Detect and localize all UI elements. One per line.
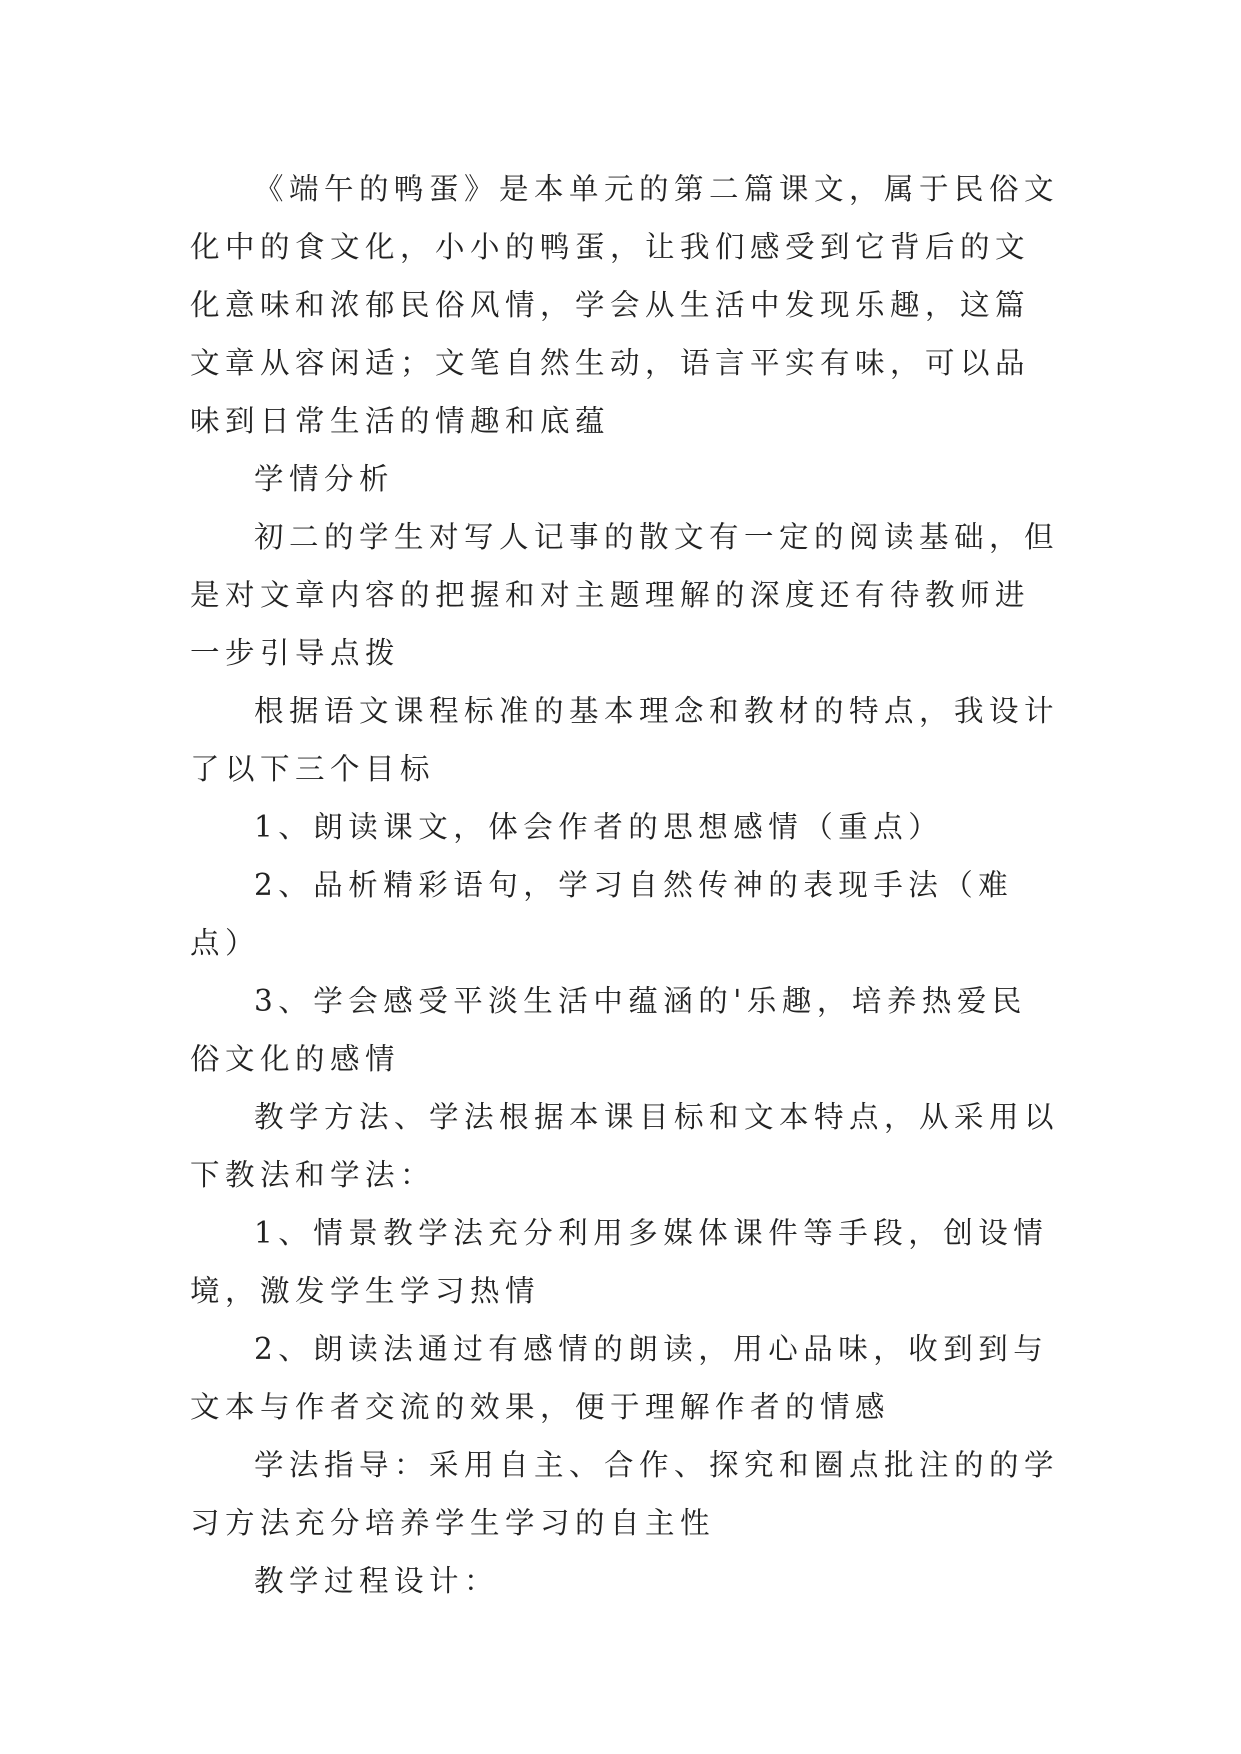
heading-learning-analysis: 学情分析 (254, 462, 395, 496)
document-body (190, 160, 1060, 1610)
method-item-2: 2、朗读法通过有感情的朗读，用心品味，收到到与文本与作者交流的效果，便于理解作者的情感 (190, 1332, 1049, 1424)
objective-item-2: 2、品析精彩语句，学习自然传神的表现手法（难点） (190, 868, 1014, 960)
paragraph-study-guidance: 学法指导：采用自主、合作、探究和圈点批注的的学习方法充分培养学生学习的自主性 (190, 1448, 1060, 1540)
paragraph-intro: 《端午的鸭蛋》是本单元的第二篇课文，属于民俗文化中的食文化，小小的鸭蛋，让我们感受到它背后的文化意味和浓郁民俗风情，学会从生活中发现乐趣，这篇文章从容闲适；文笔自然生动，语言平实有味，可以品味到日常生活的情趣和底蕴 (190, 172, 1060, 438)
paragraph-methods-intro: 教学方法、学法根据本课目标和文本特点，从采用以下教法和学法： (190, 1100, 1060, 1192)
paragraph-student-analysis: 初二的学生对写人记事的散文有一定的阅读基础，但是对文章内容的把握和对主题理解的深度还有待教师进一步引导点拨 (190, 520, 1060, 670)
paragraph-objectives-intro: 根据语文课程标准的基本理念和教材的特点，我设计了以下三个目标 (190, 694, 1060, 786)
method-item-1: 1、情景教学法充分利用多媒体课件等手段，创设情境，激发学生学习热情 (190, 1216, 1049, 1308)
heading-teaching-process: 教学过程设计： (254, 1564, 500, 1598)
objective-item-3: 3、学会感受平淡生活中蕴涵的'乐趣，培养热爱民俗文化的感情 (190, 984, 1027, 1076)
objective-item-1: 1、朗读课文，体会作者的思想感情（重点） (254, 810, 944, 844)
